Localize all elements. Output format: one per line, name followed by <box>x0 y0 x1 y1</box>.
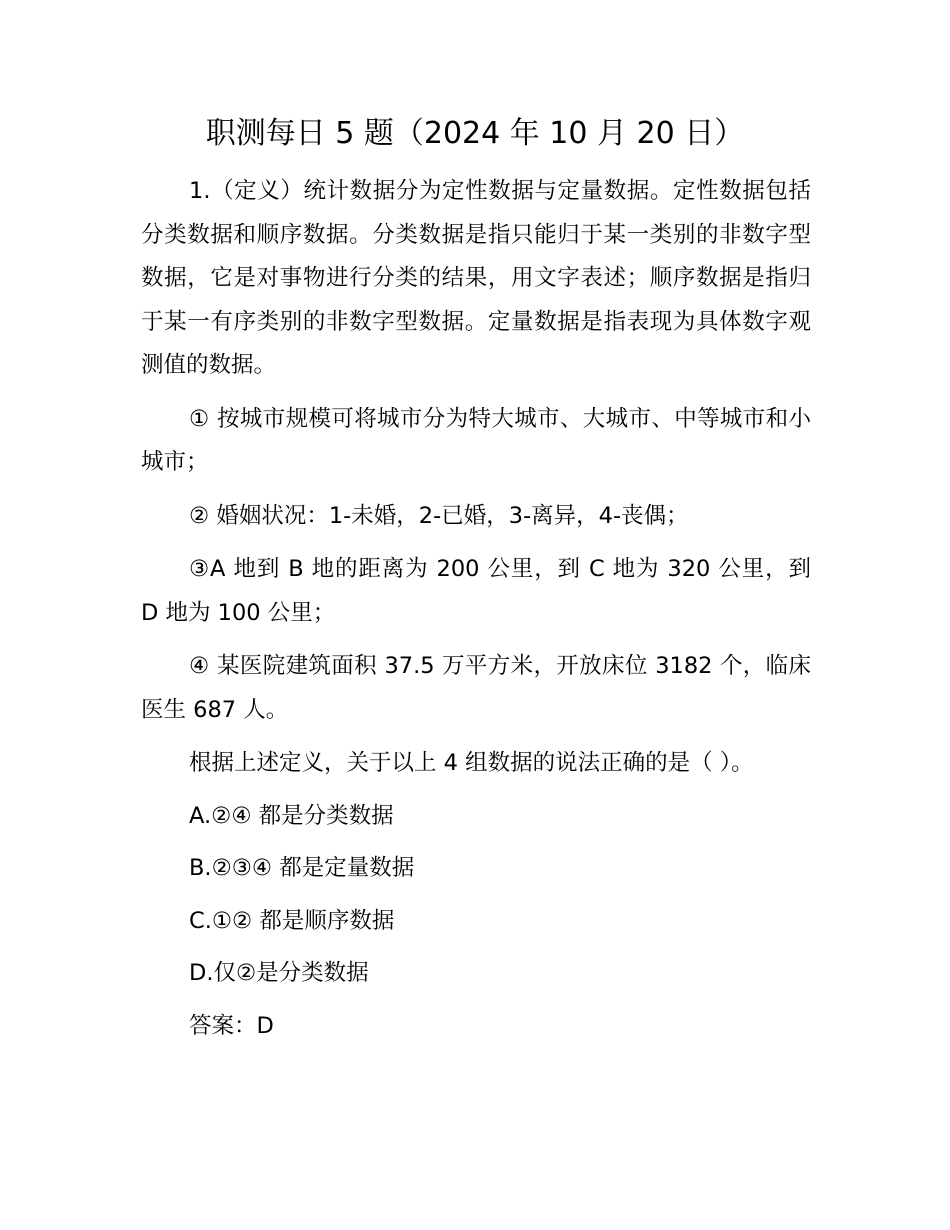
option-b: B.②③④ 都是定量数据 <box>189 855 415 881</box>
data-item-1: ① 按城市规模可将城市分为特大城市、大城市、中等城市和小城市； <box>141 405 811 475</box>
page-title: 职测每日 5 题（2024 年 10 月 20 日） <box>205 116 745 151</box>
option-d: D.仅②是分类数据 <box>189 960 369 986</box>
option-c: C.①② 都是顺序数据 <box>189 907 395 934</box>
option-a: A.②④ 都是分类数据 <box>189 802 394 829</box>
answer-line: 答案：D <box>189 1012 274 1039</box>
data-item-4: ④ 某医院建筑面积 37.5 万平方米，开放床位 3182 个，临床医生 687 人。 <box>141 653 811 723</box>
data-item-2: ② 婚姻状况：1-未婚，2-已婚，3-离异，4-丧偶； <box>189 502 689 529</box>
question-body <box>141 170 811 1057</box>
data-item-3: ③A 地到 B 地的距离为 200 公里，到 C 地为 320 公里，到 D 地为 100 公里； <box>141 556 811 626</box>
question-definition: 1.（定义）统计数据分为定性数据与定量数据。定性数据包括分类数据和顺序数据。分类数据是指只能归于某一类别的非数字型数据，它是对事物进行分类的结果，用文字表述；顺序数据是指归于某一有序类别的非数字型数据。定量数据是指表现为具体数字观测值的数据。 <box>141 178 811 378</box>
question-prompt: 根据上述定义，关于以上 4 组数据的说法正确的是（ ）。 <box>189 750 754 776</box>
